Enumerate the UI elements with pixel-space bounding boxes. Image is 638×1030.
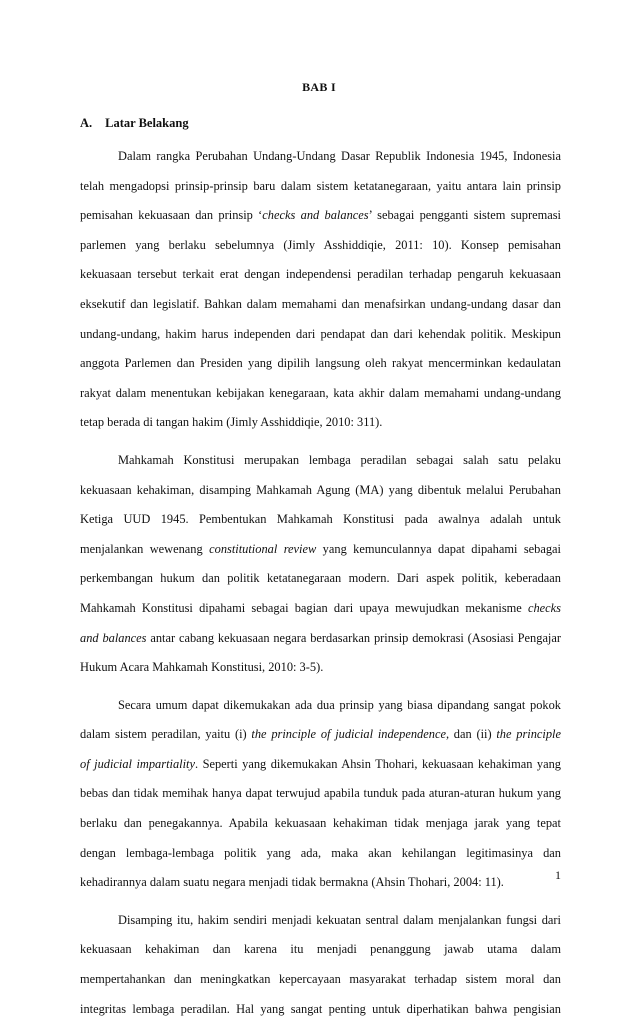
section-number: A. (80, 116, 93, 130)
text-line: Secara umum dapat dikemukakan ada dua prinsip yang biasa dipandang sangat pokok (118, 697, 561, 712)
text-line: Ketiga UUD 1945. Pembentukan Mahkamah Konstitusi pada awalnya adalah untuk (80, 512, 561, 527)
text-line: dengan lembaga-lembaga politik yang ada, maka akan kehilangan legitimasinya dan (80, 845, 561, 860)
body-text (80, 148, 561, 1030)
text-line: dalam sistem peradilan, yaitu (i) the principle of judicial independence, dan (ii) the principle (80, 727, 561, 742)
text-line: rakyat dalam menentukan kebijakan kenegaraan, kata akhir dalam memahami undang-undang (80, 385, 561, 400)
section-heading (80, 116, 189, 131)
text-line: eksekutif dan legislatif. Bahkan dalam memahami dan menafsirkan undang-undang dasar dan (80, 296, 561, 311)
text-line: kekuasaan tersebut terkait erat dengan independensi peradilan terhadap pengaruh kekuasaan (80, 267, 561, 282)
text-line: Dalam rangka Perubahan Undang-Undang Dasar Republik Indonesia 1945, Indonesia (118, 149, 561, 163)
text-line: berlaku dan penegakannya. Apabila kekuasaan kehakiman tidak menjaga jarak yang tepat (80, 816, 561, 831)
text-line: Hukum Acara Mahkamah Konstitusi, 2010: 3-5). (80, 660, 324, 675)
paragraph (80, 148, 561, 444)
text-line: anggota Parlemen dan Presiden yang dipilih langsung oleh rakyat mencerminkan kedaulatan (80, 356, 561, 371)
paragraph (80, 697, 561, 904)
text-line: perkembangan hukum dan politik ketatanegaraan modern. Dari aspek politik, keberadaan (80, 571, 561, 586)
text-line: Mahkamah Konstitusi dipahami sebagai bagian dari upaya mewujudkan mekanisme checks (80, 600, 561, 615)
text-line: kekuasaan kehakiman, disamping Mahkamah Agung (MA) yang dibentuk melalui Perubahan (80, 482, 561, 497)
text-line: parlemen yang berlaku sebelumnya (Jimly Asshiddiqie, 2011: 10). Konsep pemisahan (80, 237, 561, 252)
text-line: and balances antar cabang kekuasaan negara berdasarkan prinsip demokrasi (Asosiasi Pengajar (80, 630, 562, 645)
text-line: undang-undang, hakim harus independen dari pendapat dan dari kehendak politik. Meskipun (80, 326, 561, 341)
text-line: Disamping itu, hakim sendiri menjadi kekuatan sentral dalam menjalankan fungsi dari (118, 912, 561, 927)
text-line: integritas lembaga peradilan. Hal yang sangat penting untuk diperhatikan bahwa pengisian (80, 1001, 561, 1016)
text-line: bebas dan tidak memihak hanya dapat terwujud apabila tunduk pada aturan-aturan hukum yang (80, 786, 561, 801)
text-line: tetap berada di tangan hakim (Jimly Asshiddiqie, 2010: 311). (80, 415, 383, 430)
text-line: of judicial impartiality. Seperti yang dikemukakan Ahsin Thohari, kekuasaan kehakiman yang (80, 756, 561, 771)
text-line: mempertahankan dan meningkatkan kepercayaan masyarakat terhadap sistem moral dan (80, 972, 561, 987)
text-line: kekuasaan kehakiman dan karena itu menjadi penanggung jawab utama dalam (80, 942, 561, 957)
text-line: menjalankan wewenang constitutional review yang kemunculannya dapat dipahami sebagai (80, 541, 561, 556)
text-line: pemisahan kekuasaan dan prinsip ‘checks and balances’ sebagai pengganti sistem supremasi (80, 208, 561, 223)
page-number: 1 (555, 868, 561, 882)
text-line: Mahkamah Konstitusi merupakan lembaga peradilan sebagai salah satu pelaku (118, 452, 561, 467)
paragraph (80, 452, 561, 689)
text-line: kehadirannya dalam suatu negara menjadi tidak bermakna (Ahsin Thohari, 2004: 11). (80, 875, 504, 890)
paragraph (80, 912, 561, 1030)
chapter-heading: BAB I (302, 80, 336, 94)
section-title: Latar Belakang (105, 116, 189, 130)
text-line: telah mengadopsi prinsip-prinsip baru dalam sistem ketatanegaraan, yaitu antara lain prinsip (80, 178, 561, 193)
